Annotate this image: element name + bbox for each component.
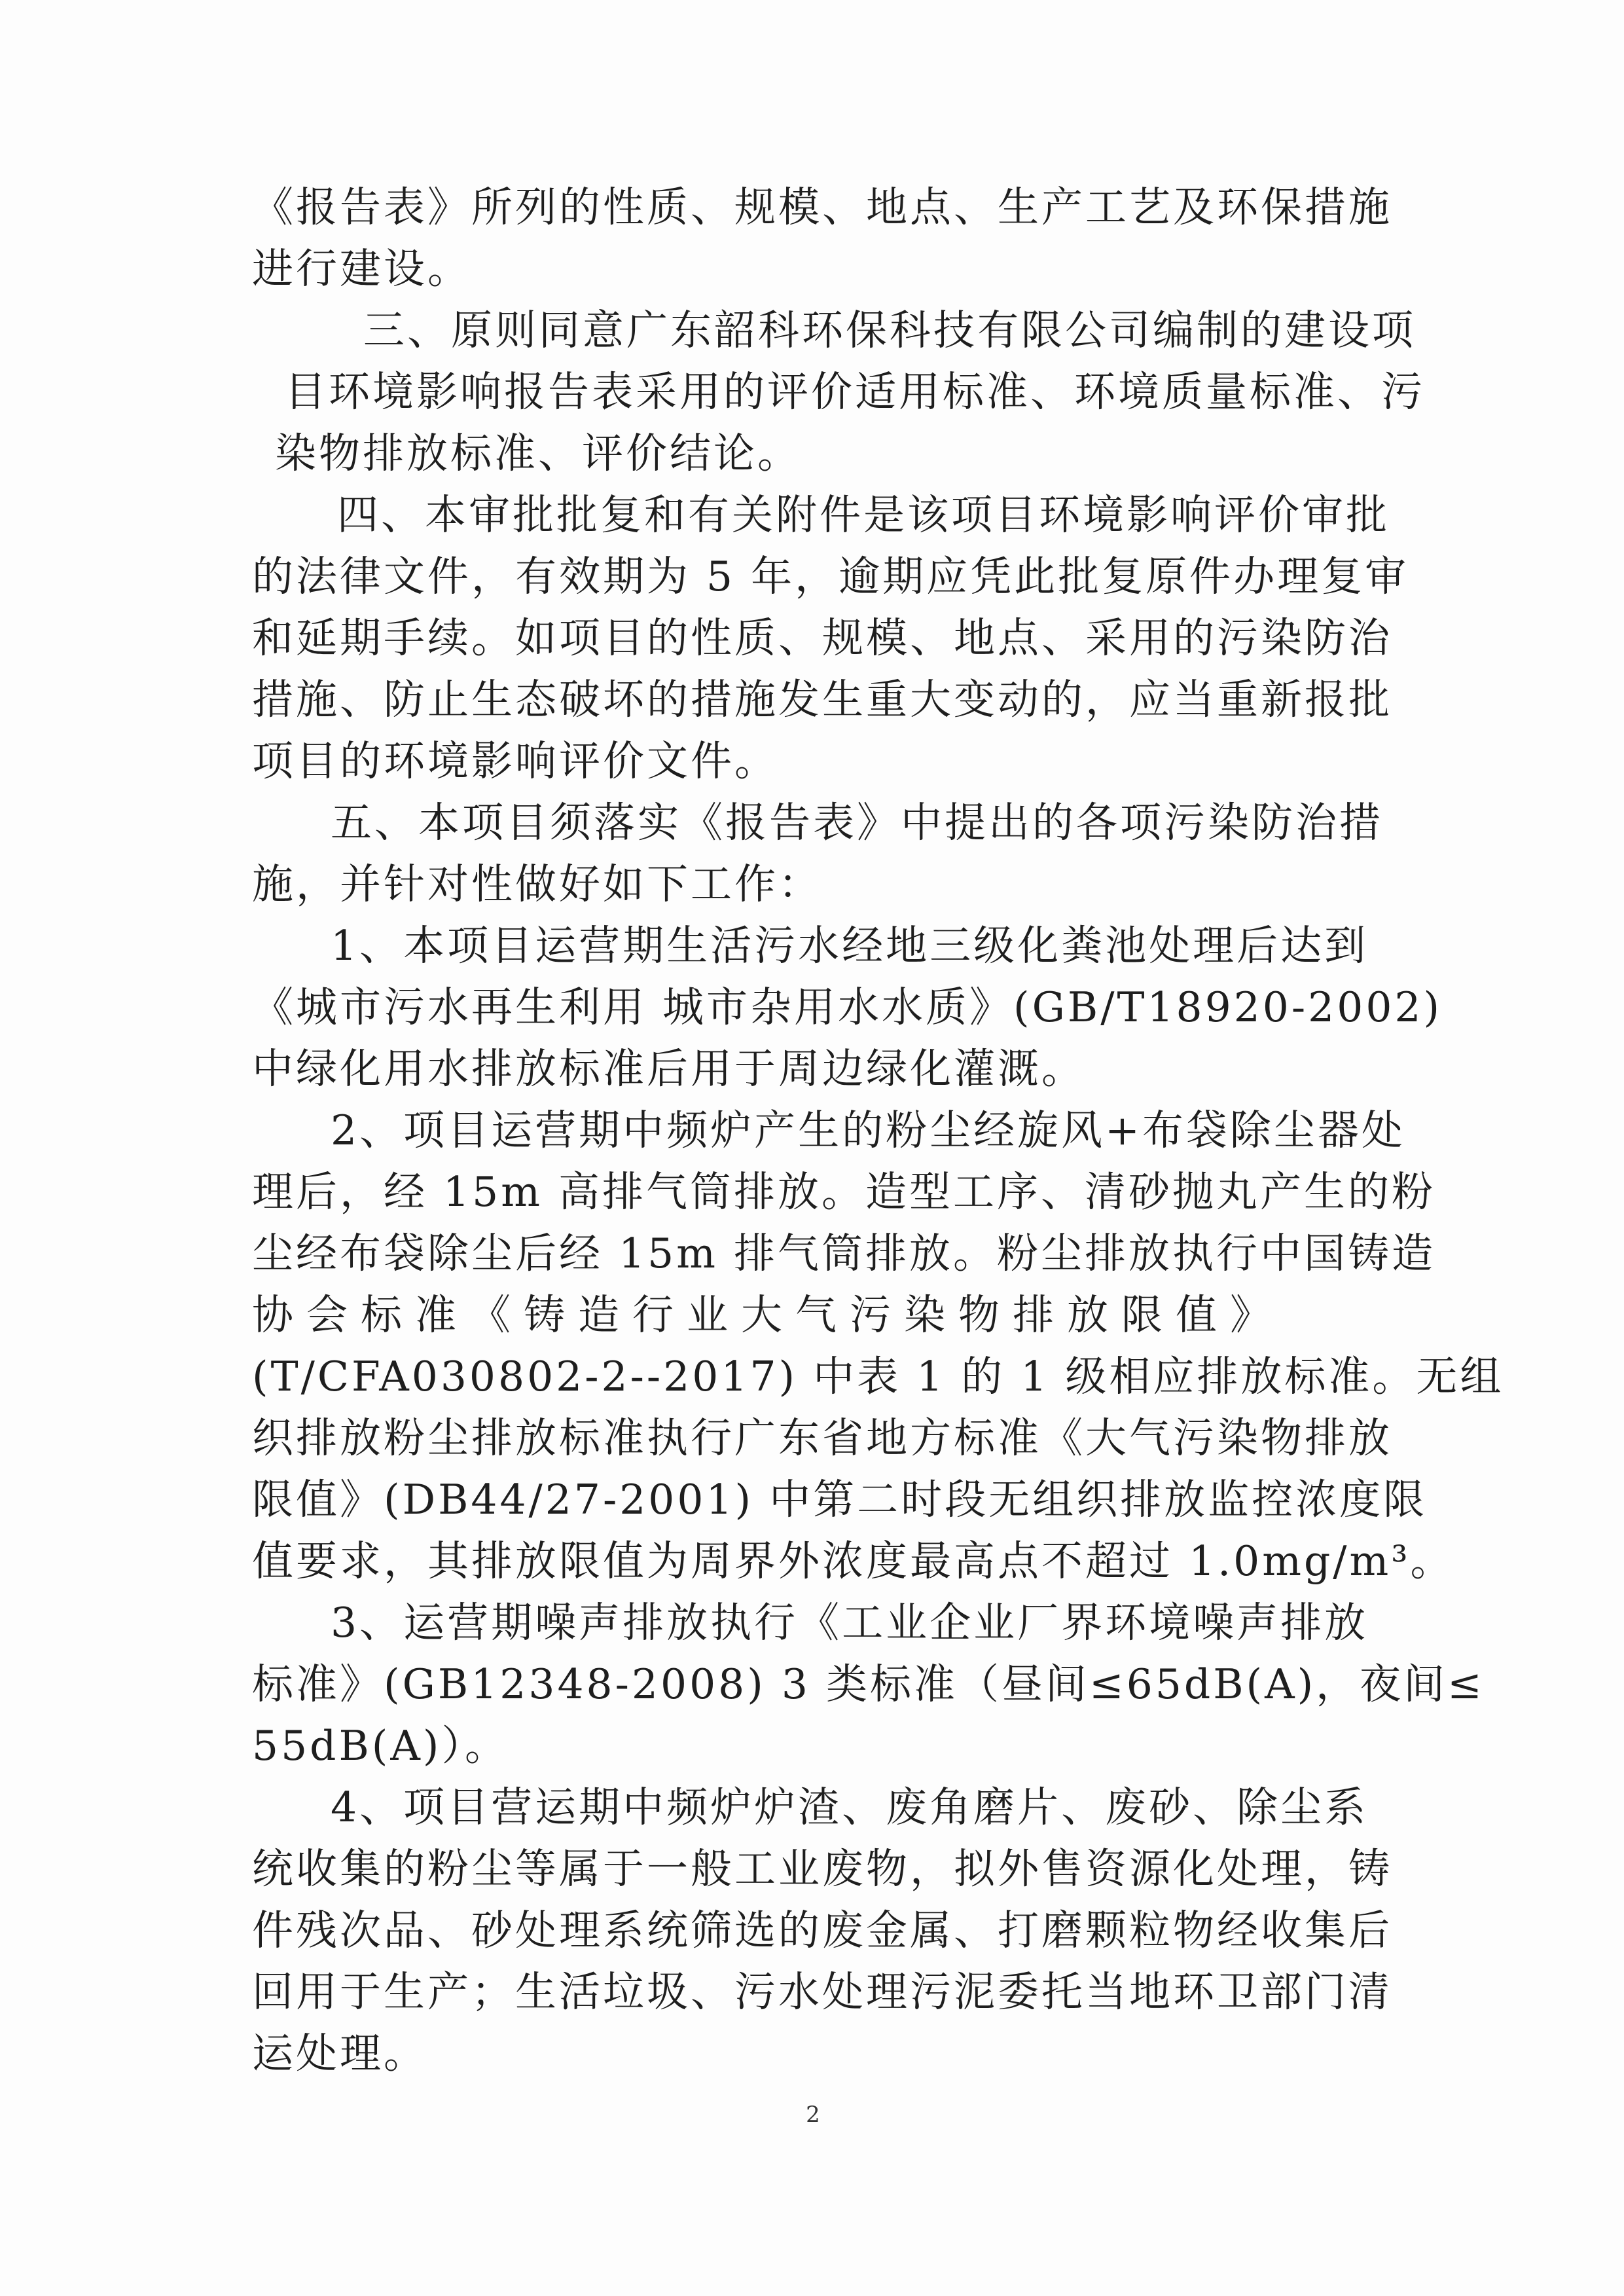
text-line: 标准》(GB12348-2008) 3 类标准（昼间≤65dB(A)，夜间≤ — [252, 1660, 1485, 1708]
text-line: 染物排放标准、评价结论。 — [275, 429, 801, 477]
text-line: 和延期手续。如项目的性质、规模、地点、采用的污染防治 — [252, 614, 1392, 662]
text-line: 三、原则同意广东韶科环保科技有限公司编制的建设项 — [363, 306, 1416, 354]
text-line: 4、项目营运期中频炉炉渣、废角磨片、废砂、除尘系 — [331, 1783, 1369, 1831]
text-line: 中绿化用水排放标准后用于周边绿化灌溉。 — [252, 1045, 1085, 1093]
text-line: 理后，经 15m 高排气筒排放。造型工序、清砂抛丸产生的粉 — [252, 1168, 1435, 1216]
text-line: 织排放粉尘排放标准执行广东省地方标准《大气污染物排放 — [252, 1414, 1392, 1462]
page-number: 2 — [806, 2102, 820, 2128]
text-line: 的法律文件，有效期为 5 年，逾期应凭此批复原件办理复审 — [252, 553, 1409, 600]
text-line: 措施、防止生态破坏的措施发生重大变动的，应当重新报批 — [252, 676, 1392, 723]
text-line: 值要求，其排放限值为周界外浓度最高点不超过 1.0mg/m³。 — [252, 1537, 1454, 1585]
text-line: (T/CFA030802-2--2017) 中表 1 的 1 级相应排放标准。无组 — [252, 1353, 1504, 1400]
text-line: 回用于生产；生活垃圾、污水处理污泥委托当地环卫部门清 — [252, 1968, 1392, 2016]
text-line: 施，并针对性做好如下工作： — [252, 860, 822, 908]
text-line: 件残次品、砂处理系统筛选的废金属、打磨颗粒物经收集后 — [252, 1906, 1392, 1954]
text-line: 进行建设。 — [252, 245, 471, 293]
text-line: 运处理。 — [252, 2030, 427, 2077]
text-line: 尘经布袋除尘后经 15m 排气筒排放。粉尘排放执行中国铸造 — [252, 1230, 1435, 1277]
text-line: 四、本审批批复和有关附件是该项目环境影响评价审批 — [337, 491, 1390, 539]
text-line: 目环境影响报告表采用的评价适用标准、环境质量标准、污 — [285, 368, 1425, 416]
text-line: 《城市污水再生利用 城市杂用水水质》(GB/T18920-2002) — [252, 983, 1443, 1031]
text-line: 55dB(A)）。 — [252, 1722, 509, 1770]
text-line: 3、运营期噪声排放执行《工业企业厂界环境噪声排放 — [331, 1599, 1369, 1647]
text-line: 《报告表》所列的性质、规模、地点、生产工艺及环保措施 — [252, 183, 1392, 231]
text-line: 协会标准《铸造行业大气污染物排放限值》 — [252, 1291, 1284, 1339]
body-text — [252, 177, 1504, 2085]
text-line: 1、本项目运营期生活污水经地三级化粪池处理后达到 — [331, 922, 1369, 970]
text-line: 项目的环境影响评价文件。 — [252, 737, 778, 785]
text-line: 统收集的粉尘等属于一般工业废物，拟外售资源化处理，铸 — [252, 1845, 1392, 1893]
text-line: 2、项目运营期中频炉产生的粉尘经旋风+布袋除尘器处 — [331, 1106, 1405, 1154]
text-line: 五、本项目须落实《报告表》中提出的各项污染防治措 — [331, 799, 1383, 847]
text-line: 限值》(DB44/27-2001) 中第二时段无组织排放监控浓度限 — [252, 1476, 1428, 1523]
